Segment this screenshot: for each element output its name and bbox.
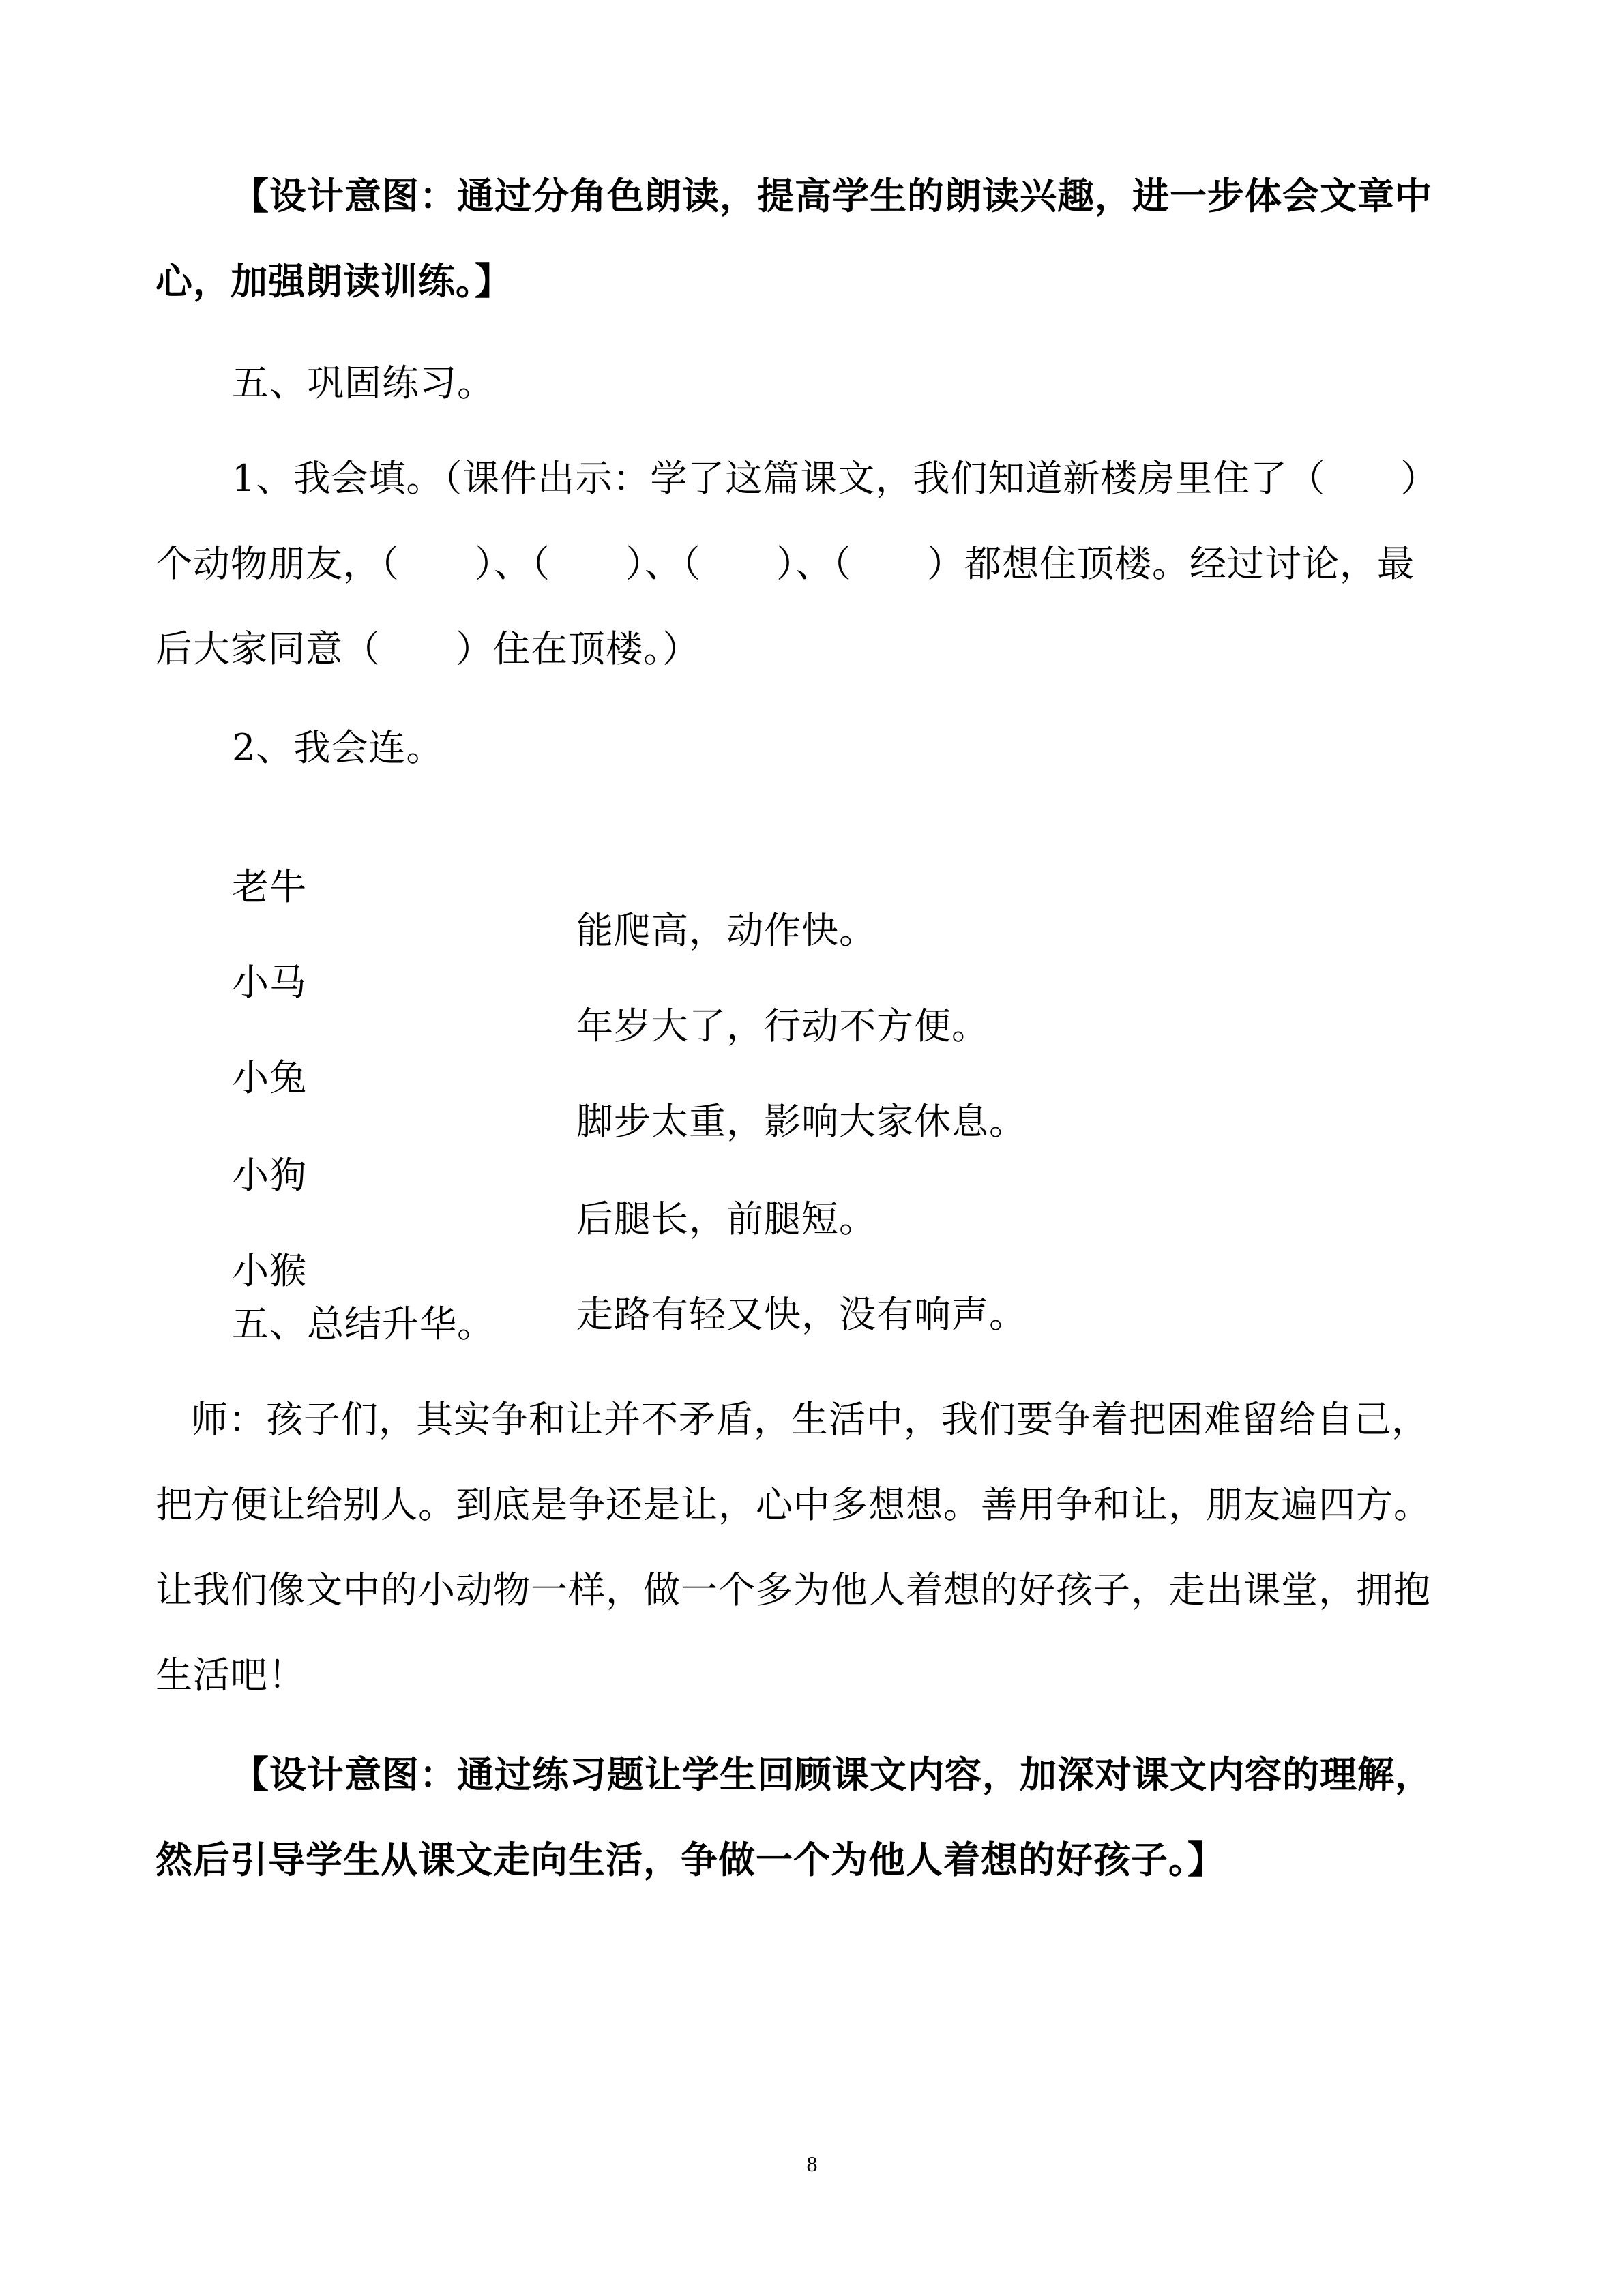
- matching-animal: 老牛: [232, 865, 307, 908]
- design-intent-1-line2: 心，加强朗读训练。】: [156, 259, 512, 303]
- design-intent-1-line1: 【设计意图：通过分角色朗读，提高学生的朗读兴趣，进一步体会文章中: [232, 174, 1432, 218]
- exercise-1-line2: 个动物朋友，（ ）、（ ）、（ ）、（ ）都想住顶楼。经过讨论，最: [156, 542, 1415, 585]
- exercise-1-line1: 1、我会填。（课件出示：学了这篇课文，我们知道新楼房里住了（ ）: [232, 457, 1438, 500]
- matching-trait: 走路有轻又快，没有响声。: [576, 1293, 1027, 1336]
- matching-animal: 小猴: [232, 1249, 307, 1292]
- matching-trait: 年岁大了，行动不方便。: [576, 1004, 989, 1047]
- exercise-1-line3: 后大家同意（ ）住在顶楼。）: [156, 627, 700, 670]
- teacher-speech-line2: 把方便让给别人。到底是争还是让，心中多想想。善用争和让，朋友遍四方。: [156, 1483, 1431, 1526]
- matching-trait: 后腿长，前腿短。: [576, 1197, 876, 1240]
- teacher-speech-line1: 师：孩子们，其实争和让并不矛盾，生活中，我们要争着把困难留给自己，: [191, 1398, 1429, 1441]
- design-intent-2-line1: 【设计意图：通过练习题让学生回顾课文内容，加深对课文内容的理解，: [232, 1753, 1432, 1796]
- matching-animal: 小马: [232, 961, 307, 1004]
- design-intent-2-line2: 然后引导学生从课文走向生活，争做一个为他人着想的好孩子。】: [156, 1838, 1225, 1881]
- teacher-speech-line4: 生活吧！: [156, 1654, 306, 1697]
- matching-animal: 小狗: [232, 1154, 307, 1197]
- matching-trait: 能爬高，动作快。: [576, 909, 876, 952]
- matching-trait: 脚步太重，影响大家休息。: [576, 1100, 1027, 1143]
- matching-animal: 小兔: [232, 1056, 307, 1099]
- section-heading-summary: 五、总结升华。: [232, 1302, 494, 1345]
- teacher-speech-line3: 让我们像文中的小动物一样，做一个多为他人着想的好孩子，走出课堂，拥抱: [156, 1568, 1431, 1611]
- exercise-2-heading: 2、我会连。: [232, 726, 444, 769]
- section-heading-consolidation: 五、巩固练习。: [232, 361, 494, 404]
- page-number: 8: [806, 2151, 818, 2176]
